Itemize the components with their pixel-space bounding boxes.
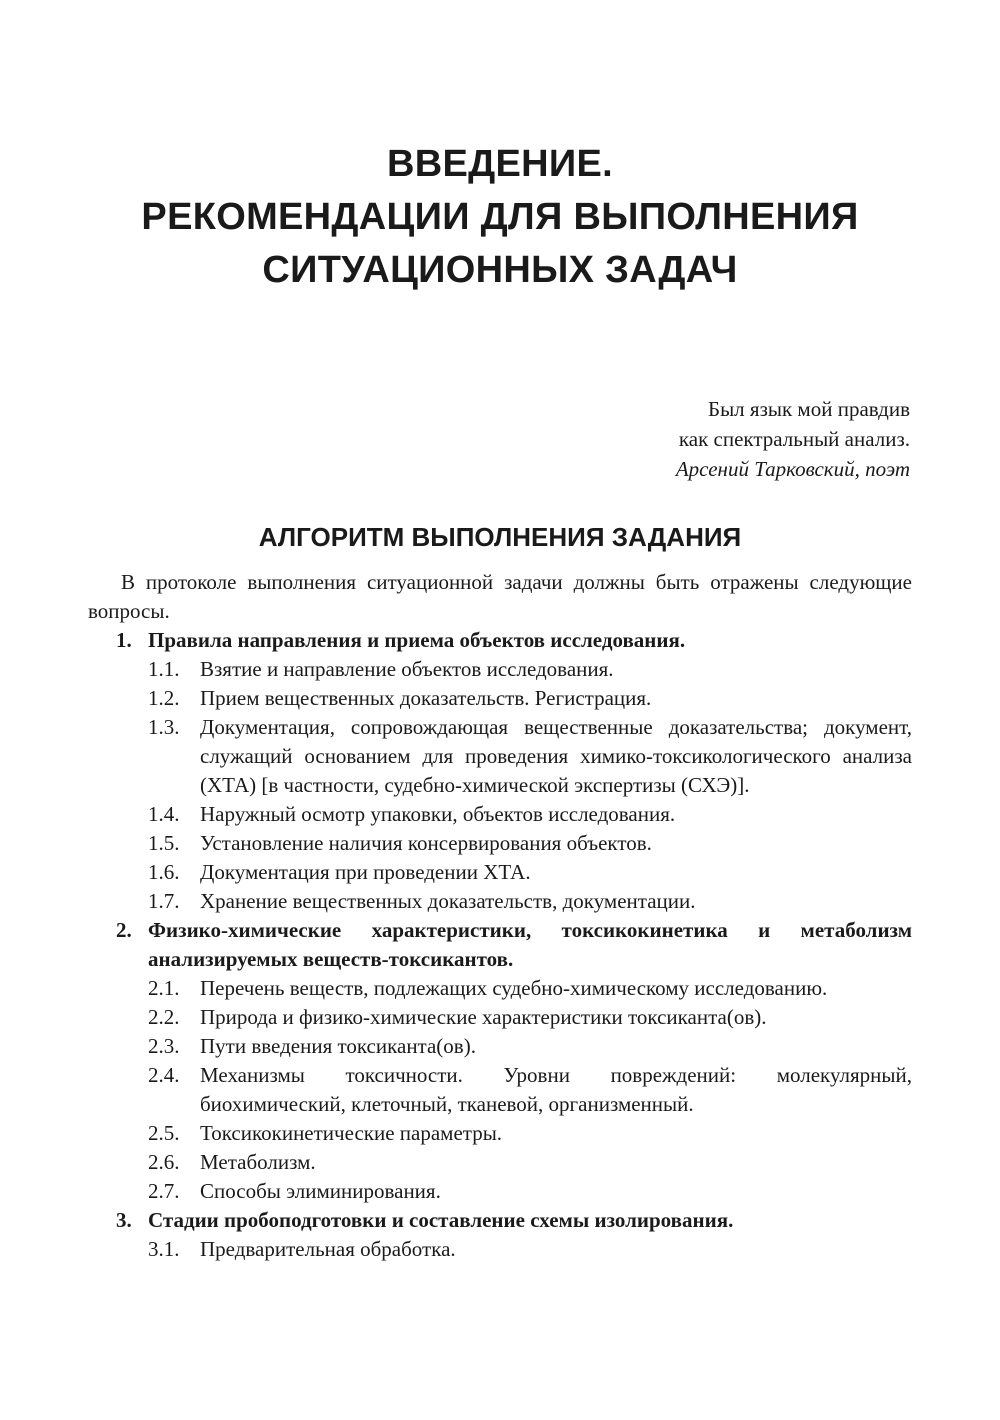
- list-item: [88, 684, 912, 713]
- item-number: 1.2.: [148, 686, 180, 710]
- item-number: 2.7.: [148, 1179, 180, 1203]
- list-item: [88, 655, 912, 684]
- item-number: 1.3.: [148, 715, 180, 739]
- item-text: Предварительная обработка.: [200, 1237, 456, 1261]
- item-text: Природа и физико-химические характеристики токсиканта(ов).: [200, 1005, 767, 1029]
- section-number: 3.: [116, 1208, 132, 1232]
- item-number: 1.4.: [148, 802, 180, 826]
- list-item: [88, 829, 912, 858]
- intro-paragraph: В протоколе выполнения ситуационной задачи должны быть отражены следующие вопросы.: [88, 570, 912, 623]
- section-number: 2.: [116, 918, 132, 942]
- item-number: 1.1.: [148, 657, 180, 681]
- chapter-title: [80, 138, 920, 297]
- list-item: [88, 800, 912, 829]
- list-item: [88, 1032, 912, 1061]
- section-1: [88, 626, 912, 916]
- epigraph: [676, 394, 910, 484]
- epigraph-line-2: как спектральный анализ.: [678, 427, 910, 451]
- item-number: 1.5.: [148, 831, 180, 855]
- list-item: [88, 887, 912, 916]
- item-text: Хранение вещественных доказательств, документации.: [200, 889, 696, 913]
- section-2: [88, 916, 912, 1206]
- list-item: [88, 858, 912, 887]
- list-item: [88, 1061, 912, 1119]
- item-text: Перечень веществ, подлежащих судебно-химическому исследованию.: [200, 976, 828, 1000]
- list-item: [88, 1119, 912, 1148]
- item-text: Метаболизм.: [200, 1150, 316, 1174]
- item-number: 2.3.: [148, 1034, 180, 1058]
- section-number: 1.: [116, 628, 132, 652]
- chapter-title-line-2: РЕКОМЕНДАЦИИ ДЛЯ ВЫПОЛНЕНИЯ: [141, 196, 859, 238]
- item-text: Механизмы токсичности. Уровни повреждений: молекулярный, биохимический, клеточный, тканевой, организменный.: [200, 1063, 912, 1116]
- list-item: [88, 1003, 912, 1032]
- epigraph-author: Арсений Тарковский, поэт: [675, 457, 910, 481]
- item-number: 3.1.: [148, 1237, 180, 1261]
- list-item: [88, 1148, 912, 1177]
- item-number: 2.2.: [148, 1005, 180, 1029]
- item-number: 1.6.: [148, 860, 180, 884]
- item-text: Наружный осмотр упаковки, объектов исследования.: [200, 802, 676, 826]
- item-text: Токсикокинетические параметры.: [200, 1121, 503, 1145]
- epigraph-line-1: Был язык мой правдив: [708, 397, 910, 421]
- section-heading: [88, 626, 912, 655]
- item-number: 2.6.: [148, 1150, 180, 1174]
- list-item: [88, 713, 912, 800]
- section-heading: [88, 1206, 912, 1235]
- section-heading-text: Физико-химические характеристики, токсикокинетика и метаболизм анализируемых веществ-токсикантов.: [148, 918, 912, 971]
- item-text: Способы элиминирования.: [200, 1179, 441, 1203]
- list-item: [88, 974, 912, 1003]
- list-item: [88, 1177, 912, 1206]
- section-title: АЛГОРИТМ ВЫПОЛНЕНИЯ ЗАДАНИЯ: [258, 522, 742, 552]
- chapter-title-line-1: ВВЕДЕНИЕ.: [386, 143, 613, 185]
- item-text: Пути введения токсиканта(ов).: [200, 1034, 476, 1058]
- item-text: Документация при проведении ХТА.: [200, 860, 531, 884]
- item-number: 2.5.: [148, 1121, 180, 1145]
- item-text: Взятие и направление объектов исследования.: [200, 657, 614, 681]
- section-heading-text: Стадии пробоподготовки и составление схемы изолирования.: [148, 1208, 734, 1232]
- section-heading: [88, 916, 912, 974]
- item-text: Установление наличия консервирования объектов.: [200, 831, 652, 855]
- item-text: Прием вещественных доказательств. Регистрация.: [200, 686, 652, 710]
- section-3: [88, 1206, 912, 1264]
- section-heading-text: Правила направления и приема объектов исследования.: [148, 628, 686, 652]
- body-text: [88, 568, 912, 1264]
- item-text: Документация, сопровождающая вещественные доказательства; документ, служащий основанием для проведения химико-токсикологического анализа (ХТА) [в частности, судебно-химической экспертизы (СХЭ)].: [200, 715, 912, 797]
- item-number: 2.4.: [148, 1063, 180, 1087]
- item-number: 1.7.: [148, 889, 180, 913]
- item-number: 2.1.: [148, 976, 180, 1000]
- chapter-title-line-3: СИТУАЦИОННЫХ ЗАДАЧ: [262, 249, 738, 291]
- list-item: [88, 1235, 912, 1264]
